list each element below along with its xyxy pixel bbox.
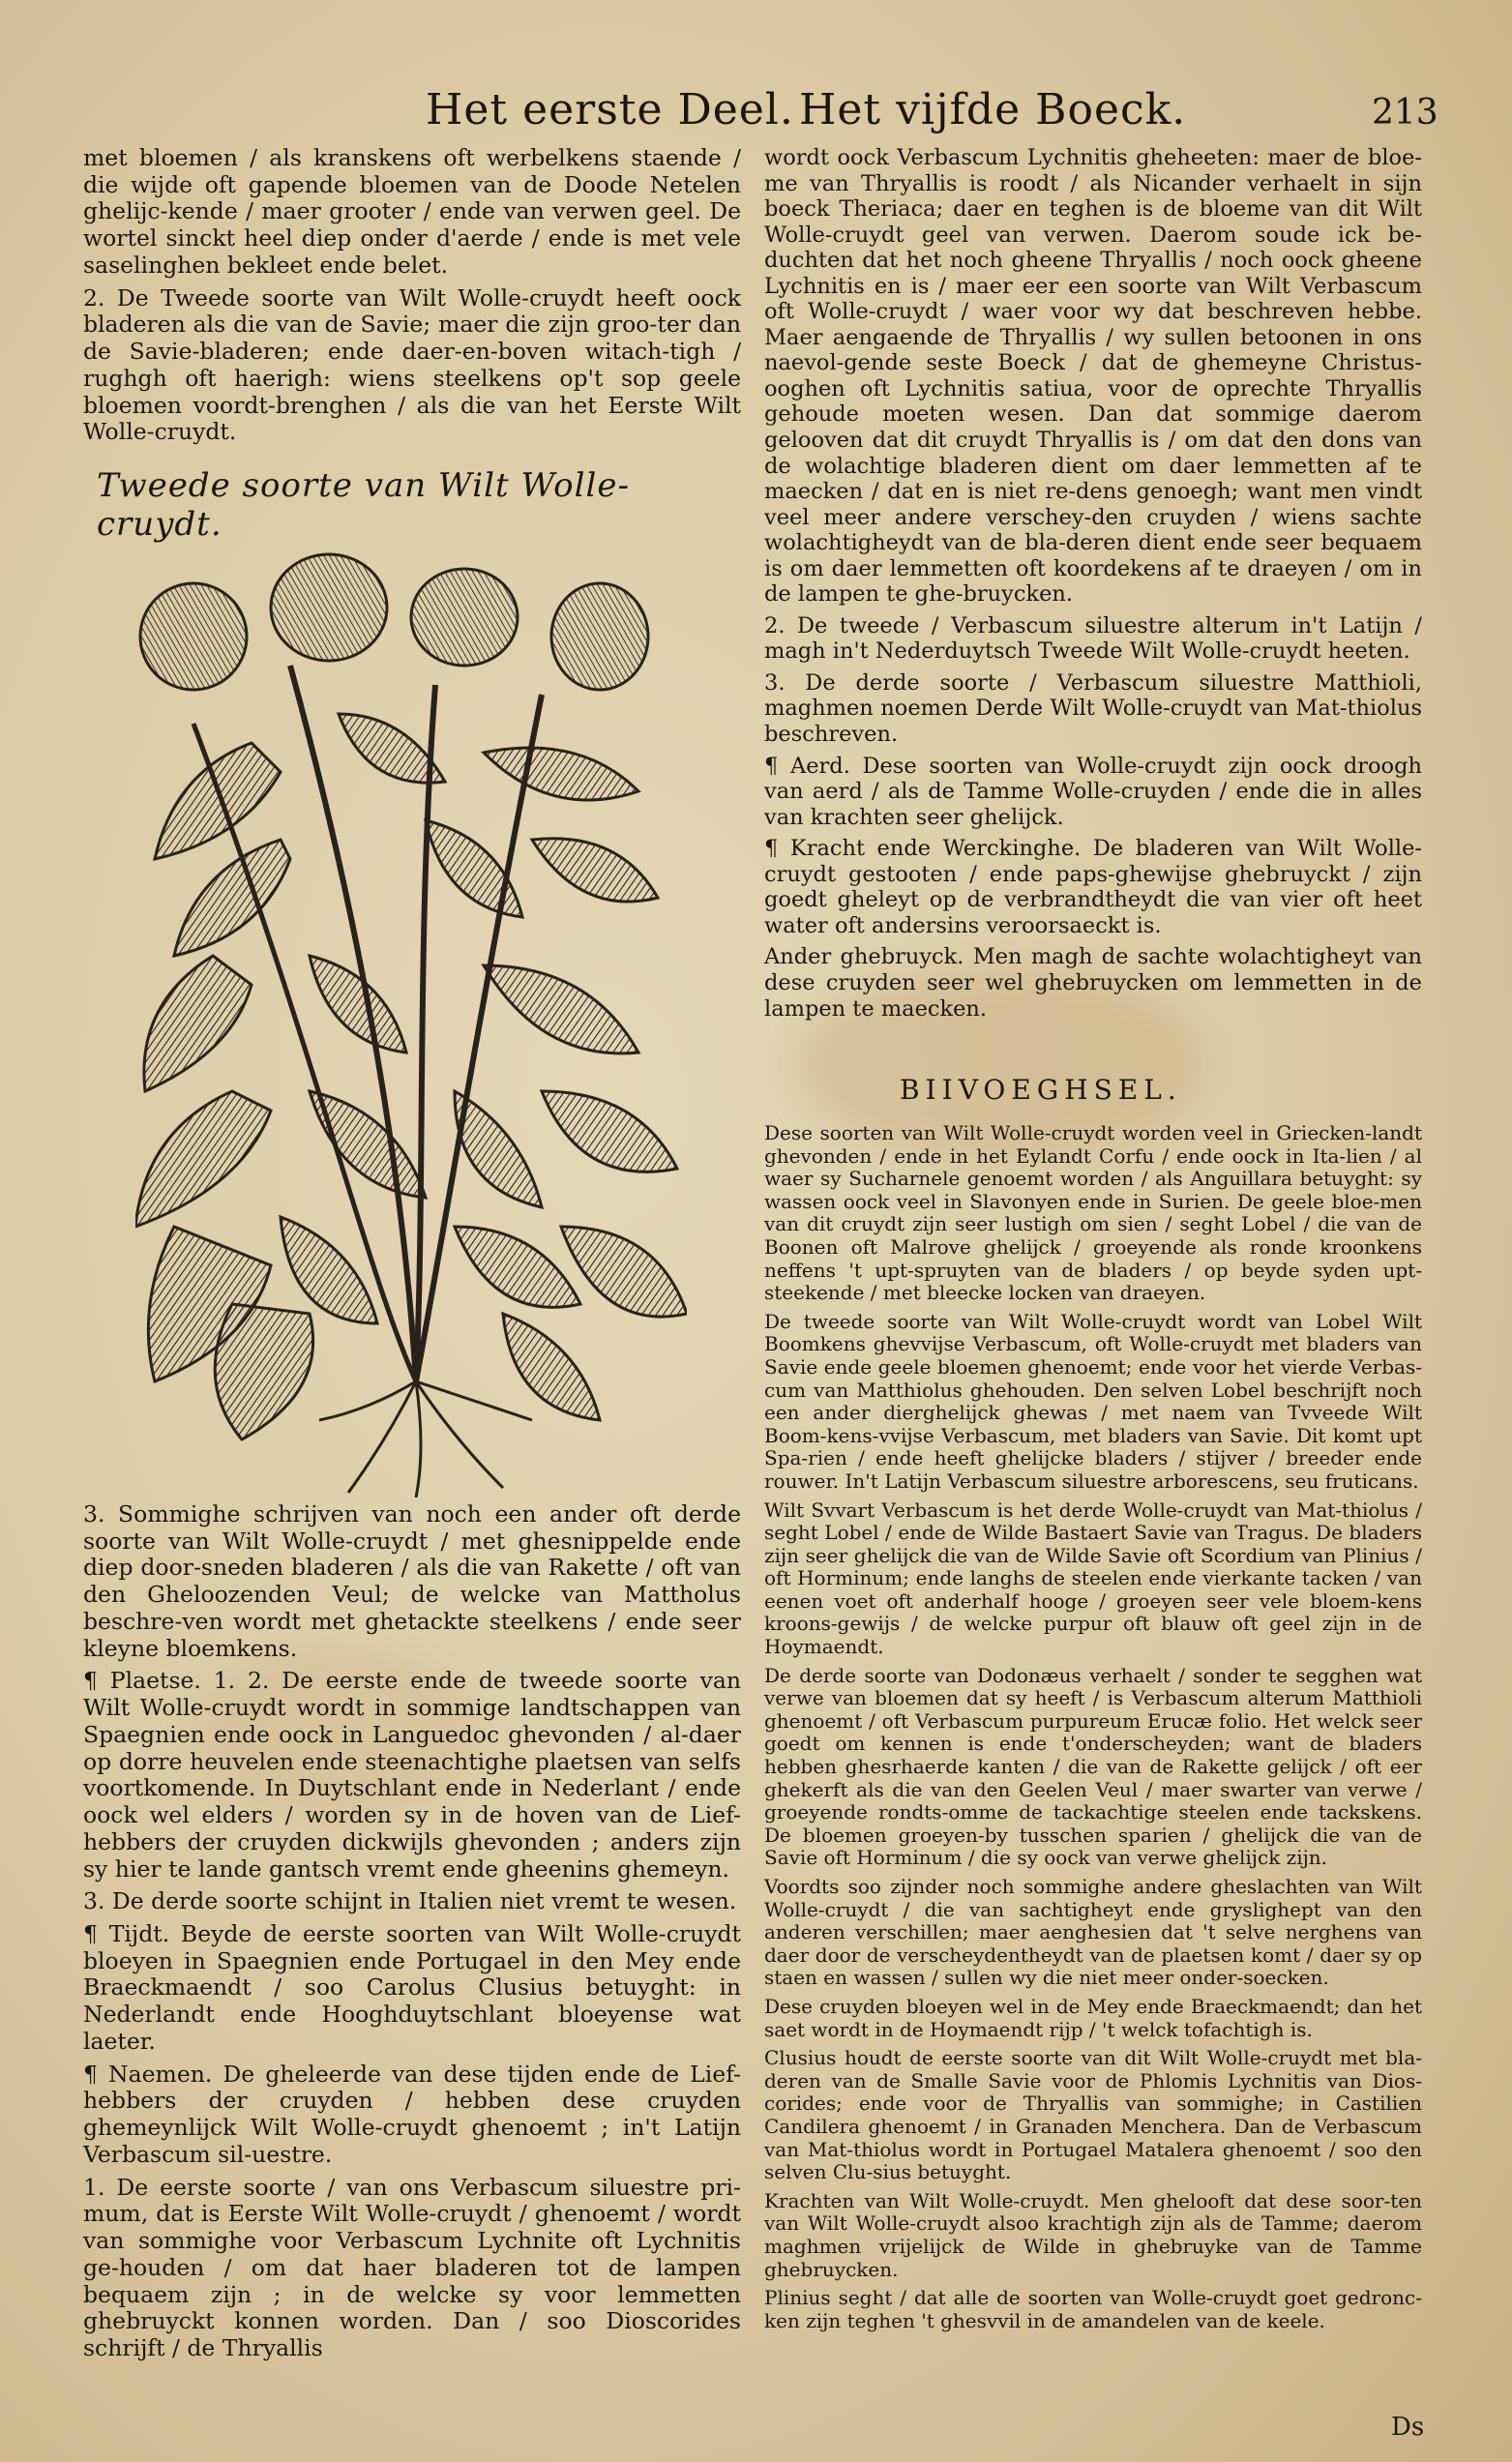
paragraph: ¶ Aerd. Dese soorten van Wolle-cruydt zijn oock droogh van aerd / als de Tamme Wolle-cruyden / ende die in alles van krachten seer ghelijck.	[764, 753, 1422, 830]
paragraph: De tweede soorte van Wilt Wolle-cruydt wordt van Lobel Wilt Boomkens ghevvijse Verbascum, oft Wolle-cruydt met bladers van Savie ende geele bloemen ghenoemt; ende voor het vierde Verbas-cum van Matthiolus ghehouden. Den selven Lobel beschrijft noch een ander dierghelijck ghewas / met naem van Tvveede Wilt Boom-kens-vvijse Verbascum, met bladers van Savie. Dit komt upt Spa-rien / ende heeft ghelijcke bladers / stijver / breeder ende rouwer. In't Latijn Verbascum siluestre arborescens, seu fruticans.	[764, 1309, 1422, 1493]
paragraph: ¶ Naemen. De gheleerde van dese tijden ende de Lief-hebbers der cruyden / hebben dese cruyden ghemeynlijck Wilt Wolle-cruydt ghenoemt ; in't Latijn Verbascum sil-uestre.	[83, 2060, 741, 2168]
paragraph: 2. De tweede / Verbascum siluestre alterum in't Latijn / magh in't Nederduytsch Tweede Wilt Wolle-cruydt heeten.	[764, 612, 1422, 665]
paragraph: Clusius houdt de eerste soorte van dit Wilt Wolle-cruydt met bla-deren van de Smalle Savie voor de Phlomis Lychnitis van Dios-corides; ende voor de Thryallis van sommighe; in Castilien Candilera ghenoemt / in Granaden Menchera. Dan de Verbascum van Mat-thiolus wordt in Portugael Matalera ghenoemt / soo den selven Clu-sius betuyght.	[764, 2046, 1422, 2184]
paragraph: Plinius seght / dat alle de soorten van Wolle-cruydt goet gedronc-ken zijn teghen 't ghesvvil in de amandelen van de keele.	[764, 2286, 1422, 2332]
left-column-top	[83, 145, 741, 452]
paragraph: ¶ Tijdt. Beyde de eerste soorten van Wilt Wolle-cruydt bloeyen in Spaegnien ende Portugael in den Mey ende Braeckmaendt / soo Carolus Clusius betuyght: in Nederlandt ende Hooghduytschlant bloeyense wat laeter.	[83, 1920, 741, 2055]
paragraph: 3. De derde soorte / Verbascum siluestre Matthioli, maghmen noemen Derde Wilt Wolle-cruydt van Mat-thiolus beschreven.	[764, 669, 1422, 748]
paragraph: Voordts soo zijnder noch sommighe andere gheslachten van Wilt Wolle-cruydt / die van sachtigheyt ende gryslighept van den anderen verschillen; maer aenghesien dat 't selve nerghens van daer door de verscheydentheydt van de plaetsen komt / daer sy op staen en wassen / sullen wy die niet meer onder-soecken.	[764, 1875, 1422, 1990]
woodcut-mullein-plant	[135, 549, 687, 1499]
figure-caption: Tweede soorte van Wilt Wolle-cruydt.	[97, 466, 630, 544]
paragraph: Ander ghebruyck. Men magh de sachte wolachtigheyt van dese cruyden seer wel ghebruycken om lemmetten in de lampen te maecken.	[764, 944, 1422, 1022]
paragraph: Dese cruyden bloeyen wel in de Mey ende Braeckmaendt; dan het saet wordt in de Hoymaendt rijp / 't welck tofachtigh is.	[764, 1994, 1422, 2041]
paragraph: ¶ Kracht ende Werckinghe. De bladeren van Wilt Wolle-cruydt gestooten / ende paps-ghewijse ghebruyckt / zijn goedt gheleyt op de verbrandtheydt die van vier oft heet water oft andersins veroorsaeckt is.	[764, 836, 1422, 938]
paragraph: 2. De Tweede soorte van Wilt Wolle-cruydt heeft oock bladeren als die van de Savie; maer die zijn groo-ter dan de Savie-bladeren; ende daer-en-boven witach-tigh / rughgh oft haerigh: wiens steelkens op't sop geele bloemen voordt-brenghen / als die van het Eerste Wilt Wolle-cruydt.	[83, 283, 741, 446]
paragraph: 1. De eerste soorte / van ons Verbascum siluestre pri-mum, dat is Eerste Wilt Wolle-cruydt / ghenoemt / wordt van sommighe voor Verbascum Lychnite oft Lychnitis ge-houden / om dat haer bladeren tot de lampen bequaem zijn ; in de welcke sy voor lemmetten ghebruyckt konnen worden. Dan / soo Dioscorides schrijft / de Thryallis	[83, 2173, 741, 2362]
running-head-right: Het vijfde Boeck.	[799, 85, 1187, 134]
right-column-top	[764, 145, 1422, 1027]
paragraph: Krachten van Wilt Wolle-cruydt. Men ghelooft dat dese soor-ten van Wilt Wolle-cruydt alsoo krachtigh zijn als de Tamme; daerom maghmen vrijelijck de Wilde in ghebruyke van de Tamme ghebruycken.	[764, 2188, 1422, 2281]
paragraph: wordt oock Verbascum Lychnitis gheheeten: maer de bloe-me van Thryallis is roodt / als Nicander verhaelt in sijn boeck Theriaca; daer en teghen is de bloeme van dit Wilt Wolle-cruydt geel van verwen. Daerom soude ick be-duchten dat het noch gheene Thryallis / noch oock gheene Lychnitis en is / maer eer een soorte van Wilt Verbascum oft Wolle-cruydt / waer voor wy dat beschreven hebbe. Maer aengaende de Thryallis / wy sullen betoonen in ons naevol-gende seste Boeck / dat de ghemeyne Christus-ooghen oft Lychnitis satiua, voor de oprechte Thryallis gehoude moeten wesen. Dan dat sommige daerom gelooven dat dit cruydt Thryallis is / om dat den dons van de wolachtige bladeren dient om daer lemmetten af te maecken / dat en is niet re-dens genoegh; want men vindt veel meer andere verschey-den cruyden / wiens sachte wolachtigheydt van de bla-deren dient ende seer bequaem is om daer lemmetten oft koordekens af te draeyen / om in de lampen te ghe-bruycken.	[764, 145, 1422, 608]
section-heading: BIIVOEGHSEL.	[900, 1074, 1182, 1106]
paragraph: De derde soorte van Dodonæus verhaelt / sonder te segghen wat verwe van bloemen dat sy heeft / is Verbascum alterum Matthioli ghenoemt / oft Verbascum purpureum Erucæ folio. Het welck seer goedt om kennen is ende t'onderscheyden; want de bladers hebben ghesrhaerde kanten / die van de Rakette gelijck / oft eer ghekerft als die van den Geelen Veul / maer swarter van verwe / groeyende rondts-omme de tackachtige steelen ende tackskens. De bloemen groeyen-by tusschen sparien / ghelijck die van de Savie oft Horminum / die sy oock van verwe ghelijck zijn.	[764, 1663, 1422, 1870]
catchword: Ds	[1391, 2413, 1425, 2442]
paragraph: met bloemen / als kranskens oft werbelkens staende / die wijde oft gapende bloemen van de Doode Netelen ghelijc-kende / maer grooter / ende van verwen geel. De wortel sinckt heel diep onder d'aerde / ende is met vele saselinghen bekleet ende belet.	[83, 144, 741, 279]
paragraph: ¶ Plaetse. 1. 2. De eerste ende de tweede soorte van Wilt Wolle-cruydt wordt in sommige landtschappen van Spaegnien ende oock in Languedoc ghevonden / al-daer op dorre heuvelen ende steenachtighe plaetsen van selfs voortkomende. In Duytschlant ende in Nederlant / ende oock wel elders / worden sy in de hoven van de Lief-hebbers der cruyden dickwijls ghevonden ; anders zijn sy hier te lande gantsch vremt ende gheenins ghemeyn.	[83, 1667, 741, 1883]
left-column-bottom	[83, 1501, 741, 2368]
page-number: 213	[1372, 93, 1438, 133]
running-head-left: Het eerste Deel.	[426, 85, 794, 134]
right-column-bottom	[764, 1122, 1422, 2338]
paragraph: Dese soorten van Wilt Wolle-cruydt worden veel in Griecken-landt ghevonden / ende in het Eylandt Corfu / ende oock in Ita-lien / al waer sy Sucharnele genoemt worden / als Anguillara betuyght: sy wassen oock veel in Slavonyen ende in Surien. De geele bloe-men van dit cruydt zijn seer lustigh om sien / seght Lobel / die van de Boonen oft Malrove ghelijck / groeyende als ronde kroonkens neffens 't upt-spruyten van de bladers / op beyde syden upt-steekende / met bleecke locken van draeyen.	[764, 1121, 1422, 1305]
paragraph: 3. Sommighe schrijven van noch een ander oft derde soorte van Wilt Wolle-cruydt / met ghesnippelde ende diep door-sneden bladeren / als die van Rakette / oft van den Gheloozenden Veul; de welcke van Mattholus beschre-ven wordt met ghetackte steelkens / ende seer kleyne bloemkens.	[83, 1500, 741, 1662]
paragraph: Wilt Svvart Verbascum is het derde Wolle-cruydt van Mat-thiolus / seght Lobel / ende de Wilde Bastaert Savie van Tragus. De bladers zijn seer ghelijck die van de Wilde Savie oft Scordium van Plinius / oft Horminum; ende langhs de steelen ende vierkante tacken / van eenen voet oft anderhalf hooge / groeyen seer vele bloem-kens kroons-gewijs / de welcke purpur oft blauw oft geel zijn in de Hoymaendt.	[764, 1498, 1422, 1659]
paragraph: 3. De derde soorte schijnt in Italien niet vremt te wesen.	[83, 1887, 737, 1915]
